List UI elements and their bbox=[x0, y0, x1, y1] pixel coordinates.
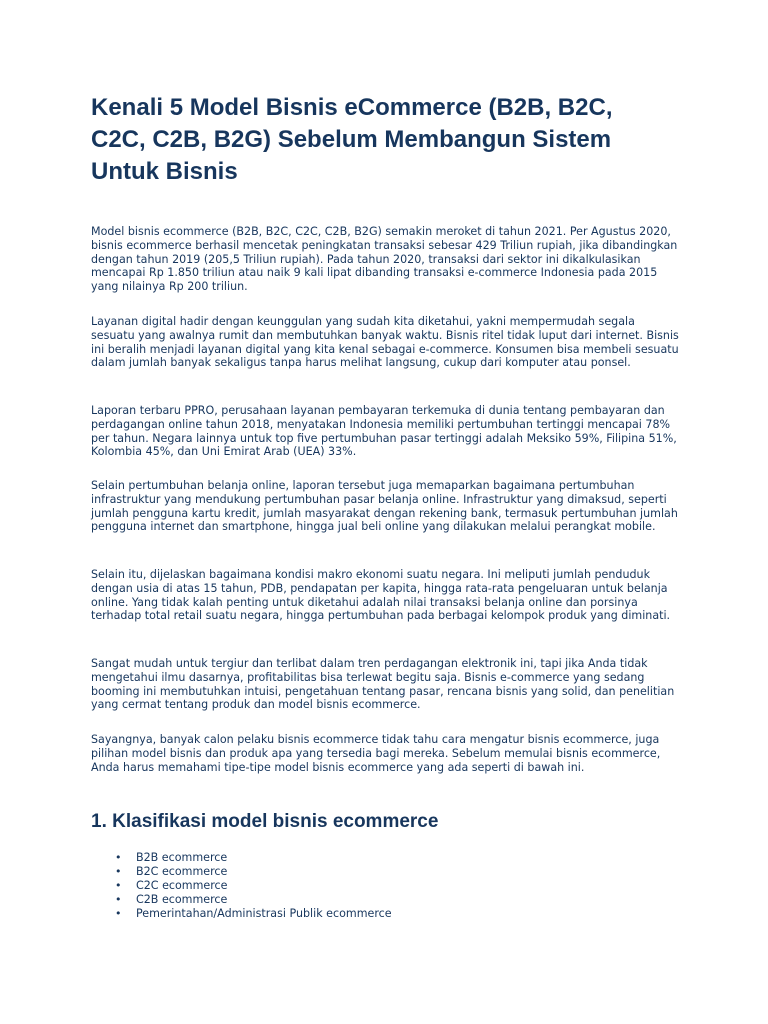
bullet-icon: • bbox=[115, 906, 122, 920]
list-item-text: C2B ecommerce bbox=[136, 892, 228, 906]
list-item bbox=[91, 865, 392, 879]
list-item bbox=[91, 879, 392, 893]
bullet-icon: • bbox=[115, 864, 122, 878]
list-item-text: Pemerintahan/Administrasi Publik ecommerce bbox=[136, 906, 392, 920]
paragraph-3: Laporan terbaru PPRO, perusahaan layanan pembayaran terkemuka di dunia tentang pembayaran dan perdagangan online tahun 2018, menyatakan Indonesia memiliki pertumbuhan tertinggi mencapai 78% per tahun. Negara lainnya untuk top five pertumbuhan pasar tertinggi adalah Meksiko 59%, Filipina 51%, Kolombia 45%, dan Uni Emirat Arab (UEA) 33%. bbox=[91, 404, 677, 459]
paragraph-1: Model bisnis ecommerce (B2B, B2C, C2C, C2B, B2G) semakin meroket di tahun 2021. Per Agustus 2020, bisnis ecommerce berhasil mencetak peningkatan transaksi sebesar 429 Triliun rupiah, jika dibandingkan dengan tahun 2019 (205,5 Triliun rupiah). Pada tahun 2020, transaksi dari sektor ini dikalkulasikan mencapai Rp 1.850 triliun atau naik 9 kali lipat dibanding transaksi e-commerce Indonesia pada 2015 yang nilainya Rp 200 triliun. bbox=[91, 225, 678, 294]
paragraph-5: Selain itu, dijelaskan bagaimana kondisi makro ekonomi suatu negara. Ini meliputi jumlah penduduk dengan usia di atas 15 tahun, PDB, pendapatan per kapita, hingga rata-rata pengeluaran untuk belanja online. Yang tidak kalah penting untuk diketahui adalah nilai transaksi belanja online dan porsinya terhadap total retail suatu negara, hingga pertumbuhan pada berbagai kelompok produk yang diminati. bbox=[91, 568, 671, 623]
bullet-icon: • bbox=[115, 892, 122, 906]
list-item-text: B2C ecommerce bbox=[136, 864, 228, 878]
bullet-icon: • bbox=[115, 851, 122, 864]
list-item-text: B2B ecommerce bbox=[136, 851, 228, 864]
bullet-icon: • bbox=[115, 878, 122, 892]
list-item bbox=[91, 907, 392, 921]
paragraph-7: Sayangnya, banyak calon pelaku bisnis ecommerce tidak tahu cara mengatur bisnis ecommerce, juga pilihan model bisnis dan produk apa yang tersedia bagi mereka. Sebelum memulai bisnis ecommerce, Anda harus memahami tipe-tipe model bisnis ecommerce yang ada seperti di bawah ini. bbox=[91, 733, 661, 774]
list-item-text: C2C ecommerce bbox=[136, 878, 228, 892]
section-heading: 1. Klasifikasi model bisnis ecommerce bbox=[91, 811, 439, 832]
list-item bbox=[91, 851, 392, 865]
paragraph-6: Sangat mudah untuk tergiur dan terlibat dalam tren perdagangan elektronik ini, tapi jika Anda tidak mengetahui ilmu dasarnya, profitabilitas bisa terlewat begitu saja. Bisnis e-commerce yang sedang booming ini membutuhkan intuisi, pengetahuan tentang pasar, rencana bisnis yang solid, dan penelitian yang cermat tentang produk dan model bisnis ecommerce. bbox=[91, 657, 675, 712]
list-item bbox=[91, 893, 392, 907]
paragraph-2: Layanan digital hadir dengan keunggulan yang sudah kita diketahui, yakni mempermudah segala sesuatu yang awalnya rumit dan membutuhkan banyak waktu. Bisnis ritel tidak luput dari internet. Bisnis ini beralih menjadi layanan digital yang kita kenal sebagai e-commerce. Konsumen bisa membeli sesuatu dalam jumlah banyak sekaligus tanpa harus melihat langsung, cukup dari komputer atau ponsel. bbox=[91, 315, 679, 370]
paragraph-4: Selain pertumbuhan belanja online, laporan tersebut juga memaparkan bagaimana pertumbuhan infrastruktur yang mendukung pertumbuhan pasar belanja online. Infrastruktur yang dimaksud, seperti jumlah pengguna kartu kredit, jumlah masyarakat dengan rekening bank, termasuk pertumbuhan jumlah pengguna internet dan smartphone, hingga jual beli online yang dilakukan melalui perangkat mobile. bbox=[91, 479, 678, 534]
bullet-list bbox=[91, 851, 392, 920]
article-title: Kenali 5 Model Bisnis eCommerce (B2B, B2C, C2C, C2B, B2G) Sebelum Membangun Sistem Untuk Bisnis bbox=[91, 94, 613, 185]
